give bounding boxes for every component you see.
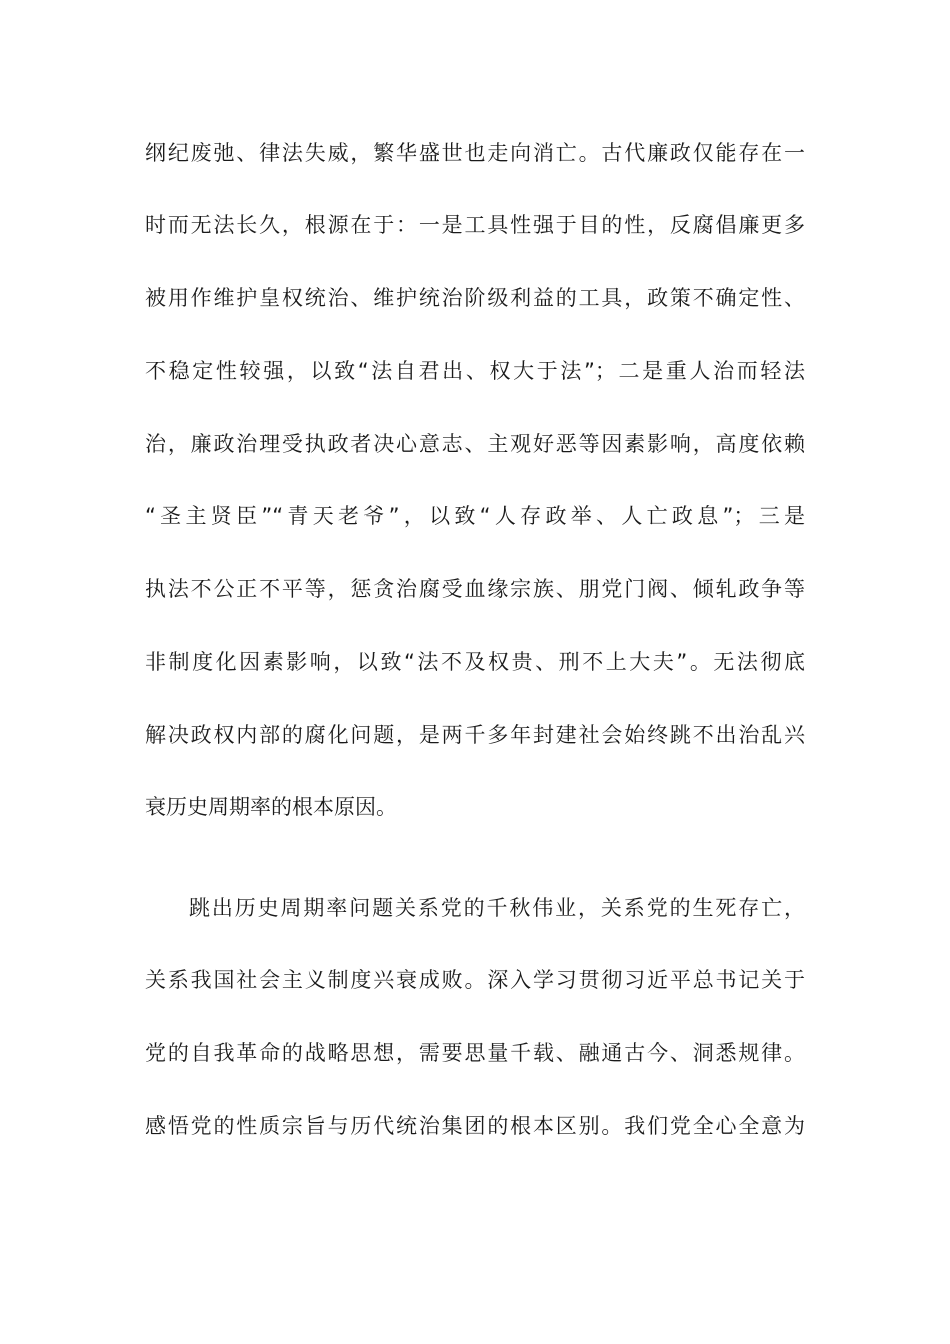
paragraph-1-line-6: “圣主贤臣”“青天老爷”，以致“人存政举、人亡政息”；三是 [145,504,805,528]
paragraph-1-line-2: 时而无法长久，根源在于：一是工具性强于目的性，反腐倡廉更多 [145,213,805,237]
paragraph-1-line-10: 衰历史周期率的根本原因。 [145,795,397,819]
paragraph-1-line-4: 不稳定性较强，以致“法自君出、权大于法”；二是重人治而轻法 [145,359,805,383]
paragraph-1-line-8: 非制度化因素影响，以致“法不及权贵、刑不上大夫”。无法彻底 [145,650,805,674]
paragraph-1-line-1: 纲纪废弛、律法失威，繁华盛世也走向消亡。古代廉政仅能存在一 [145,141,805,165]
paragraph-2-line-4: 感悟党的性质宗旨与历代统治集团的根本区别。我们党全心全意为 [145,1114,805,1138]
paragraph-2-line-3: 党的自我革命的战略思想，需要思量千载、融通古今、洞悉规律。 [145,1041,805,1065]
paragraph-1-line-5: 治，廉政治理受执政者决心意志、主观好恶等因素影响，高度依赖 [145,432,805,456]
paragraph-1-line-7: 执法不公正不平等，惩贪治腐受血缘宗族、朋党门阀、倾轧政争等 [145,577,805,601]
paragraph-2-line-2: 关系我国社会主义制度兴衰成败。深入学习贯彻习近平总书记关于 [145,968,805,992]
paragraph-2-line-1: 跳出历史周期率问题关系党的千秋伟业，关系党的生死存亡， [189,896,805,920]
paragraph-1-line-3: 被用作维护皇权统治、维护统治阶级利益的工具，政策不确定性、 [145,286,805,310]
paragraph-1-line-9: 解决政权内部的腐化问题，是两千多年封建社会始终跳不出治乱兴 [145,723,805,747]
